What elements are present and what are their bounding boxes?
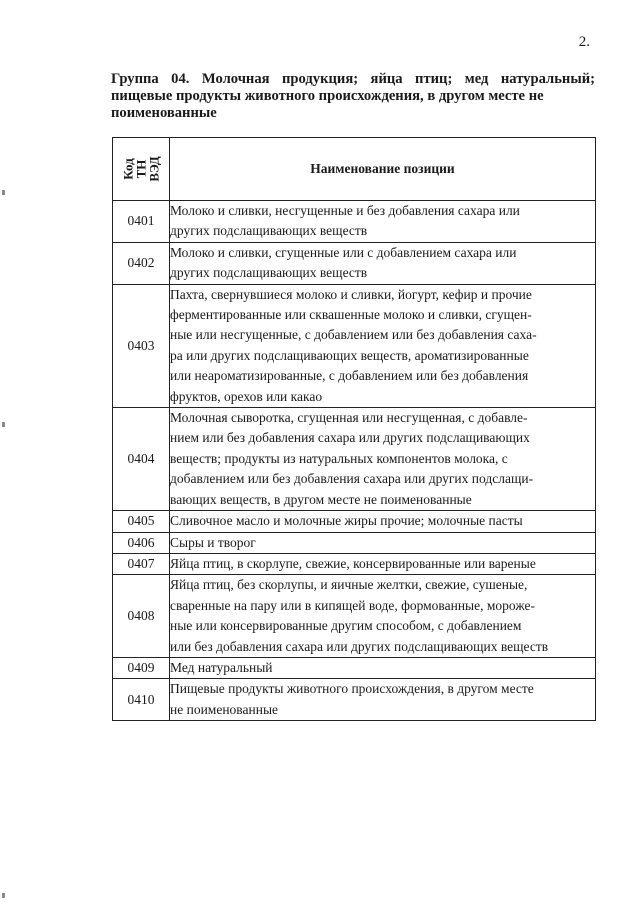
description-cell xyxy=(170,532,596,553)
description-cell xyxy=(170,511,596,532)
code-cell: 0403 xyxy=(113,284,170,407)
table-row xyxy=(113,679,596,721)
table-row xyxy=(113,201,596,243)
description-cell xyxy=(170,242,596,284)
code-cell: 0406 xyxy=(113,532,170,553)
description-line: Сливочное масло и молочные жиры прочие; молочные пасты xyxy=(170,513,523,529)
description-line: Яйца птиц, без скорлупы, и яичные желтки, свежие, сушеные, xyxy=(170,577,528,593)
description-line: других подслащивающих веществ xyxy=(170,223,368,239)
scan-edge-mark xyxy=(2,190,5,195)
description-line: ные или несгущенные, с добавлением или без добавления саха- xyxy=(170,327,537,343)
description-line: не поименованные xyxy=(170,701,278,717)
heading-line-2: пищевые продукты животного происхождения, в другом месте не xyxy=(111,88,544,104)
code-cell: 0410 xyxy=(113,679,170,721)
code-cell: 0404 xyxy=(113,408,170,511)
header-name-cell: Наименование позиции xyxy=(170,138,596,201)
page-number: 2. xyxy=(578,34,590,50)
description-cell xyxy=(170,553,596,574)
group-heading xyxy=(111,71,595,122)
description-line: Сыры и творог xyxy=(170,534,256,550)
description-line: Молоко и сливки, несгущенные и без добавления сахара или xyxy=(170,203,520,218)
header-code-line: ТН xyxy=(133,159,149,179)
description-line: ра или других подслащивающих веществ, ароматизированные xyxy=(170,347,529,363)
description-cell xyxy=(170,284,596,407)
code-cell: 0405 xyxy=(113,511,170,532)
description-line: или без добавления сахара или других подслащивающих веществ xyxy=(170,638,549,654)
table-header-row xyxy=(113,138,596,201)
header-code-cell xyxy=(113,138,170,201)
description-cell xyxy=(170,575,596,658)
description-line: ферментированные или сквашенные молоко и сливки, сгущен- xyxy=(170,307,532,323)
scan-edge-mark xyxy=(2,893,5,898)
heading-line-1: Группа 04. Молочная продукция; яйца птиц; мед натуральный; xyxy=(111,71,595,87)
table-row xyxy=(113,284,596,407)
code-cell: 0409 xyxy=(113,657,170,678)
header-code-line: ВЭД xyxy=(146,156,162,182)
heading-line-3: поименованные xyxy=(111,105,217,121)
table-row xyxy=(113,242,596,284)
table-row xyxy=(113,553,596,574)
description-line: добавлением или без добавления сахара или других подслащи- xyxy=(170,471,534,487)
table-row xyxy=(113,575,596,658)
header-code-line: Код xyxy=(120,158,136,180)
description-line: сваренные на пару или в кипящей воде, формованные, мороже- xyxy=(170,597,535,613)
table-row xyxy=(113,657,596,678)
description-line: Молоко и сливки, сгущенные или с добавлением сахара или xyxy=(170,244,517,260)
code-cell: 0408 xyxy=(113,575,170,658)
description-cell xyxy=(170,408,596,511)
code-cell: 0402 xyxy=(113,242,170,284)
tnved-table xyxy=(112,137,596,721)
description-line: вающих веществ, в другом месте не поименованные xyxy=(170,491,472,507)
header-code-label xyxy=(122,156,161,181)
description-cell xyxy=(170,679,596,721)
description-line: Пахта, свернувшиеся молоко и сливки, йогурт, кефир и прочие xyxy=(170,286,532,302)
table-row xyxy=(113,408,596,511)
description-line: Яйца птиц, в скорлупе, свежие, консервированные или вареные xyxy=(170,555,536,571)
description-line: фруктов, орехов или какао xyxy=(170,388,323,404)
description-line: ные или консервированные другим способом, с добавлением xyxy=(170,618,522,634)
table-row xyxy=(113,532,596,553)
description-line: нием или без добавления сахара или других подслащивающих xyxy=(170,430,530,446)
description-line: Мед натуральный xyxy=(170,659,273,675)
description-line: или неароматизированные, с добавлением или без добавления xyxy=(170,368,529,384)
description-line: других подслащивающих веществ xyxy=(170,265,368,281)
table-body xyxy=(113,201,596,721)
description-cell xyxy=(170,201,596,243)
table-row xyxy=(113,511,596,532)
scan-edge-mark xyxy=(2,422,5,427)
description-cell xyxy=(170,657,596,678)
code-cell: 0401 xyxy=(113,201,170,243)
description-line: Молочная сыворотка, сгущенная или несгущенная, с добавле- xyxy=(170,410,528,426)
description-line: Пищевые продукты животного происхождения, в другом месте xyxy=(170,681,534,697)
code-cell: 0407 xyxy=(113,553,170,574)
description-line: веществ; продукты из натуральных компонентов молока, с xyxy=(170,450,508,466)
